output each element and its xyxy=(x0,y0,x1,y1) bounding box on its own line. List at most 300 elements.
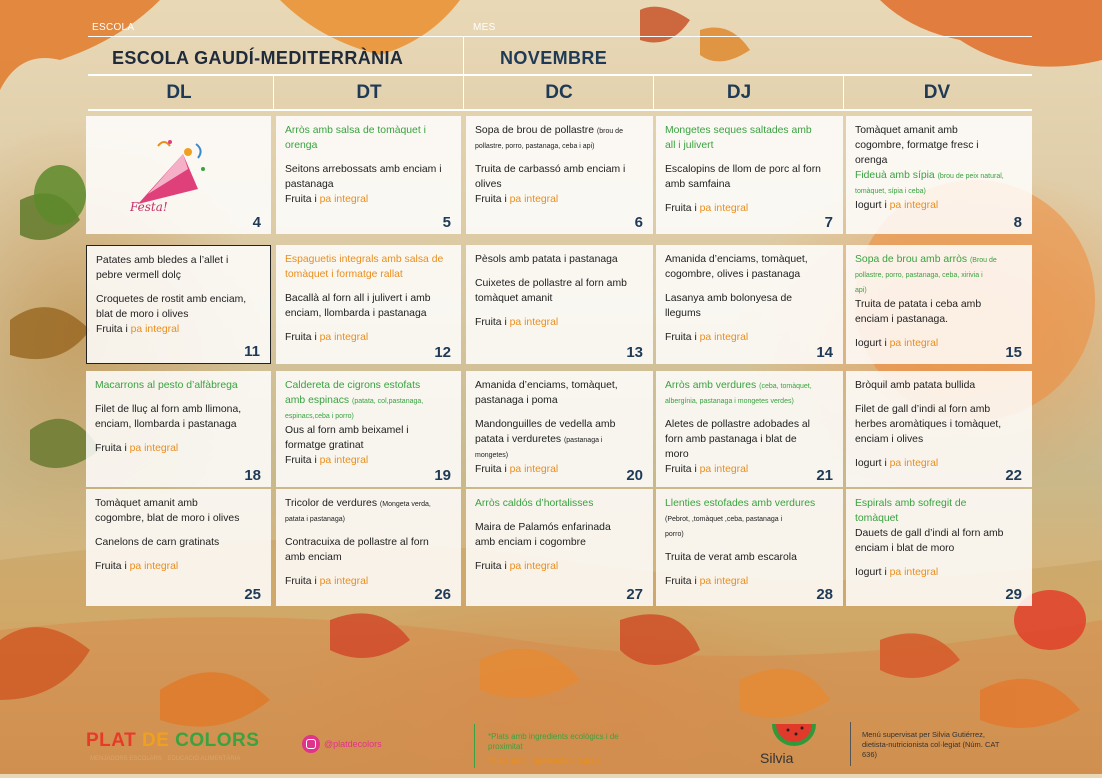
menu-line xyxy=(95,496,262,511)
menu-text: enciam, llombarda i pastanaga xyxy=(285,308,427,319)
menu-line xyxy=(855,153,1023,168)
spacer xyxy=(475,306,644,315)
school-name: ESCOLA GAUDÍ-MEDITERRÀNIA xyxy=(112,48,404,68)
menu-text: Fideuà amb sípia xyxy=(855,170,938,181)
header-line-mid xyxy=(88,74,1032,76)
menu-line xyxy=(96,292,261,307)
day-number: 7 xyxy=(824,214,833,231)
legend-integral: *Plats amb ingredients integrals xyxy=(488,756,601,765)
menu-text: Patates amb bledes a l’allet i xyxy=(96,255,229,266)
day-number: 28 xyxy=(816,586,833,603)
menu-line xyxy=(855,138,1023,153)
menu-text: pastanaga i poma xyxy=(475,395,558,406)
menu-line xyxy=(855,336,1023,351)
day-number: 18 xyxy=(244,467,261,484)
menu-line xyxy=(665,432,834,447)
spacer xyxy=(285,282,452,291)
menu-line xyxy=(475,138,644,153)
school-label: ESCOLA xyxy=(92,22,135,33)
menu-line xyxy=(95,559,262,574)
menu-line xyxy=(855,312,1023,327)
menu-line xyxy=(855,168,1023,183)
menu-line xyxy=(475,447,644,462)
spacer xyxy=(95,432,262,441)
spacer xyxy=(96,283,261,292)
day-number: 4 xyxy=(252,214,261,231)
menu-line xyxy=(855,282,1023,297)
menu-text: Fruita i xyxy=(665,203,700,214)
spacer xyxy=(95,393,262,402)
header-line-top xyxy=(88,36,1032,37)
menu-text: Truita de verat amb escarola xyxy=(665,552,797,563)
menu-line xyxy=(855,417,1023,432)
menu-day-cell xyxy=(846,489,1032,606)
menu-text: moro xyxy=(665,449,689,460)
spacer xyxy=(855,447,1023,456)
menu-text: Tomàquet amanit amb xyxy=(855,125,958,136)
integral-bread-label: pa integral xyxy=(699,464,749,475)
menu-line xyxy=(855,496,1023,511)
menu-line xyxy=(285,453,452,468)
menu-day-cell xyxy=(846,371,1032,487)
integral-bread-label: pa integral xyxy=(509,464,559,475)
menu-line xyxy=(665,306,834,321)
menu-day-cell xyxy=(86,489,271,606)
menu-text: Arròs amb salsa de tomàquet i xyxy=(285,125,426,136)
brand-subtitle: MENJADORS ESCOLARS · EDUCACIÓ ALIMENTÀRIA xyxy=(90,756,241,762)
menu-text: Tomàquet amanit amb xyxy=(95,498,198,509)
menu-line xyxy=(95,402,262,417)
menu-line xyxy=(665,252,834,267)
menu-line xyxy=(665,138,834,153)
menu-text: Iogurt i xyxy=(855,200,890,211)
day-header-thu: DJ xyxy=(726,82,752,103)
menu-day-cell xyxy=(656,116,843,234)
menu-text: Arròs amb verdures xyxy=(665,380,760,391)
menu-day-cell xyxy=(466,245,653,364)
menu-text: porro) xyxy=(665,531,684,538)
spacer xyxy=(285,526,452,535)
menu-text: (Pebrot, ,tomàquet ,ceba, pastanaga i xyxy=(665,516,783,523)
menu-text: (brou de xyxy=(596,128,623,135)
spacer xyxy=(665,408,834,417)
menu-text: Contracuixa de pollastre al forn xyxy=(285,537,429,548)
integral-bread-label: pa integral xyxy=(509,317,559,328)
menu-line xyxy=(855,402,1023,417)
menu-text: (patata, col,pastanaga, xyxy=(352,398,424,405)
menu-day-cell xyxy=(656,245,843,364)
menu-day-cell xyxy=(276,116,461,234)
festa-label: Festa! xyxy=(130,200,168,214)
menu-text: Fruita i xyxy=(475,194,510,205)
menu-text: Fruita i xyxy=(285,194,320,205)
spacer xyxy=(855,393,1023,402)
menu-text: Filet de gall d’indi al forn amb xyxy=(855,404,991,415)
menu-text: Seitons arrebossats amb enciam i xyxy=(285,164,442,175)
menu-line xyxy=(855,526,1023,541)
menu-text: Fruita i xyxy=(665,576,700,587)
menu-line xyxy=(285,162,452,177)
menu-text: cogombre, formatge fresc i xyxy=(855,140,979,151)
menu-line xyxy=(285,330,452,345)
menu-line xyxy=(285,291,452,306)
watermelon-logo-icon xyxy=(770,722,818,753)
menu-text: (ceba, tomàquet, xyxy=(759,383,812,390)
menu-day-cell xyxy=(466,371,653,487)
day-number: 15 xyxy=(1005,344,1022,361)
instagram-icon xyxy=(302,735,320,753)
menu-line xyxy=(475,276,644,291)
menu-text: Fruita i xyxy=(95,443,130,454)
menu-line xyxy=(475,462,644,477)
menu-text: Fruita i xyxy=(475,464,510,475)
menu-line xyxy=(855,297,1023,312)
menu-text: Truita de patata i ceba amb xyxy=(855,299,982,310)
menu-day-cell xyxy=(86,116,271,234)
spacer xyxy=(855,556,1023,565)
menu-line xyxy=(95,511,262,526)
spacer xyxy=(285,153,452,162)
menu-line xyxy=(285,393,452,408)
menu-line xyxy=(285,177,452,192)
menu-day-cell xyxy=(466,489,653,606)
menu-text: Escalopins de llom de porc al forn xyxy=(665,164,821,175)
menu-line xyxy=(855,432,1023,447)
menu-text: Iogurt i xyxy=(855,567,890,578)
menu-text: Maira de Palamós enfarinada xyxy=(475,522,611,533)
menu-text: Iogurt i xyxy=(855,458,890,469)
menu-line xyxy=(665,496,834,511)
menu-text: Dauets de gall d’indi al forn amb xyxy=(855,528,1004,539)
menu-text: Llenties estofades amb verdures xyxy=(665,498,816,509)
menu-line xyxy=(855,378,1023,393)
menu-text: patata i pastanaga) xyxy=(285,516,345,523)
menu-line xyxy=(665,511,834,526)
menu-text: Ous al forn amb beixamel i xyxy=(285,425,409,436)
legend-ecologic: *Plats amb ingredients ecològics i de proximitat xyxy=(488,732,619,751)
menu-text: enciam, llombarda i pastanaga xyxy=(95,419,237,430)
menu-line xyxy=(855,183,1023,198)
menu-line xyxy=(855,123,1023,138)
menu-text: orenga xyxy=(285,140,318,151)
menu-text: Fruita i xyxy=(665,464,700,475)
menu-line xyxy=(95,378,262,393)
spacer xyxy=(665,565,834,574)
menu-line xyxy=(855,511,1023,526)
menu-text: Caldereta de cigrons estofats xyxy=(285,380,421,391)
spacer xyxy=(95,526,262,535)
menu-line xyxy=(475,192,644,207)
menu-text: mongetes) xyxy=(475,452,509,459)
spacer xyxy=(665,282,834,291)
spacer xyxy=(285,321,452,330)
menu-text: (pastanaga i xyxy=(563,437,603,444)
integral-bread-label: pa integral xyxy=(129,561,179,572)
legend-divider xyxy=(474,724,475,768)
spacer xyxy=(475,511,644,520)
menu-text: amb espinacs xyxy=(285,395,352,406)
menu-day-cell xyxy=(86,371,271,487)
spacer xyxy=(855,327,1023,336)
menu-line xyxy=(665,177,834,192)
day-header-wed: DC xyxy=(545,82,573,103)
integral-bread-label: pa integral xyxy=(699,332,749,343)
integral-bread-label: pa integral xyxy=(509,194,559,205)
menu-text: Sopa de brou amb arròs xyxy=(855,254,970,265)
spacer xyxy=(475,153,644,162)
menu-text: amb samfaina xyxy=(665,179,731,190)
menu-line xyxy=(665,462,834,477)
menu-text: patata i verduretes xyxy=(475,434,564,445)
menu-line xyxy=(475,496,644,511)
menu-text: Fruita i xyxy=(285,576,320,587)
menu-text: enciam i pastanaga. xyxy=(855,314,948,325)
menu-text: herbes aromàtiques i tomàquet, xyxy=(855,419,1002,430)
supervised-note: Menú supervisat per Silvia Gutiérrez, dietista-nutricionista col·legiat (Núm. CAT 636) xyxy=(862,730,1000,759)
menu-line xyxy=(855,565,1023,580)
menu-text: Fruita i xyxy=(95,561,130,572)
menu-line xyxy=(475,123,644,138)
menu-text: Fruita i xyxy=(475,561,510,572)
menu-text: Filet de lluç al forn amb llimona, xyxy=(95,404,242,415)
menu-text: all i julivert xyxy=(665,140,714,151)
menu-day-cell xyxy=(656,489,843,606)
day-number: 5 xyxy=(442,214,451,231)
menu-line xyxy=(475,417,644,432)
menu-text: albergínia, pastanaga i mongetes verdes) xyxy=(665,398,794,405)
menu-line xyxy=(475,378,644,393)
day-number: 6 xyxy=(634,214,643,231)
integral-bread-label: pa integral xyxy=(889,458,939,469)
menu-text: Fruita i xyxy=(96,324,131,335)
menu-line xyxy=(95,535,262,550)
menu-text: (brou de peix natural, xyxy=(937,173,1004,180)
menu-day-cell xyxy=(656,371,843,487)
menu-text: enciam i olives xyxy=(855,434,924,445)
instagram-link[interactable] xyxy=(302,735,382,753)
menu-text: cogombre, blat de moro i olives xyxy=(95,513,240,524)
menu-line xyxy=(475,291,644,306)
menu-text: tomàquet xyxy=(855,513,899,524)
menu-line xyxy=(285,267,452,282)
menu-line xyxy=(95,417,262,432)
menu-text: olives xyxy=(475,179,502,190)
menu-line xyxy=(475,535,644,550)
menu-text: Croquetes de rostit amb enciam, xyxy=(96,294,247,305)
day-number: 12 xyxy=(434,344,451,361)
menu-line xyxy=(285,535,452,550)
integral-bread-label: pa integral xyxy=(319,332,369,343)
menu-text: Aletes de pollastre adobades al xyxy=(665,419,810,430)
menu-text: formatge gratinat xyxy=(285,440,364,451)
integral-bread-label: pa integral xyxy=(319,194,369,205)
menu-text: enciam i blat de moro xyxy=(855,543,955,554)
integral-bread-label: pa integral xyxy=(319,455,369,466)
nutritionist-name: Silvia xyxy=(760,750,794,766)
day-number: 14 xyxy=(816,344,833,361)
header-divider xyxy=(463,36,464,76)
menu-line xyxy=(855,198,1023,213)
menu-line xyxy=(285,123,452,138)
day-number: 19 xyxy=(434,467,451,484)
day-number: 27 xyxy=(626,586,643,603)
menu-text: amb enciam i cogombre xyxy=(475,537,586,548)
menu-line xyxy=(96,253,261,268)
menu-text: pebre vermell dolç xyxy=(96,270,181,281)
menu-line xyxy=(665,393,834,408)
menu-text: tomàquet, sípia i ceba) xyxy=(855,188,926,195)
day-header-fri: DV xyxy=(923,82,951,103)
menu-line xyxy=(665,550,834,565)
menu-text: llegums xyxy=(665,308,701,319)
spacer xyxy=(475,408,644,417)
menu-line xyxy=(285,252,452,267)
integral-bread-label: pa integral xyxy=(889,200,939,211)
menu-text: blat de moro i olives xyxy=(96,309,189,320)
menu-line xyxy=(665,267,834,282)
integral-bread-label: pa integral xyxy=(889,338,939,349)
menu-line xyxy=(96,307,261,322)
integral-bread-label: pa integral xyxy=(319,576,369,587)
spacer xyxy=(475,267,644,276)
day-number: 29 xyxy=(1005,586,1022,603)
menu-text: pollastre, porro, pastanaga, ceba i api) xyxy=(475,143,595,150)
menu-text: (Mongeta verda, xyxy=(379,501,431,508)
menu-line xyxy=(285,496,452,511)
menu-line xyxy=(665,417,834,432)
instagram-handle: @platdecolors xyxy=(324,739,382,749)
menu-text: Amanida d’enciams, tomàquet, xyxy=(475,380,618,391)
menu-line xyxy=(665,330,834,345)
day-number: 13 xyxy=(626,344,643,361)
menu-day-cell xyxy=(276,371,461,487)
menu-line xyxy=(665,291,834,306)
menu-text: espinacs,ceba i porro) xyxy=(285,413,354,420)
integral-bread-label: pa integral xyxy=(699,576,749,587)
menu-line xyxy=(475,432,644,447)
menu-text: amb enciam xyxy=(285,552,342,563)
menu-line xyxy=(855,252,1023,267)
menu-line xyxy=(665,162,834,177)
menu-text: Fruita i xyxy=(285,332,320,343)
day-number: 22 xyxy=(1005,467,1022,484)
day-number: 8 xyxy=(1013,214,1022,231)
menu-line xyxy=(665,447,834,462)
menu-line xyxy=(665,201,834,216)
spacer xyxy=(475,550,644,559)
menu-text: Espirals amb sofregit de xyxy=(855,498,967,509)
menu-text: Iogurt i xyxy=(855,338,890,349)
menu-text: Amanida d’enciams, tomàquet, xyxy=(665,254,808,265)
menu-line xyxy=(285,574,452,589)
menu-text: Macarrons al pesto d’alfàbrega xyxy=(95,380,238,391)
menu-day-cell xyxy=(846,116,1032,234)
menu-line xyxy=(665,574,834,589)
menu-text: Fruita i xyxy=(475,317,510,328)
menu-day-cell xyxy=(276,489,461,606)
day-number: 26 xyxy=(434,586,451,603)
day-header-tue: DT xyxy=(356,82,382,103)
menu-text: Fruita i xyxy=(665,332,700,343)
spacer xyxy=(95,550,262,559)
menu-line xyxy=(285,438,452,453)
menu-text: pastanaga xyxy=(285,179,334,190)
integral-bread-label: Espaguetis integrals amb salsa de xyxy=(285,254,444,265)
day-number: 20 xyxy=(626,467,643,484)
header-line-bottom xyxy=(88,109,1032,111)
month-label: MES xyxy=(473,22,496,33)
menu-line xyxy=(855,267,1023,282)
day-header-mon: DL xyxy=(166,82,192,103)
menu-text: Tricolor de verdures xyxy=(285,498,380,509)
day-number: 25 xyxy=(244,586,261,603)
menu-line xyxy=(665,378,834,393)
menu-line xyxy=(475,162,644,177)
menu-day-cell xyxy=(846,245,1032,364)
footer-divider xyxy=(850,722,851,766)
menu-line xyxy=(475,520,644,535)
spacer xyxy=(665,321,834,330)
menu-text: Mandonguilles de vedella amb xyxy=(475,419,616,430)
menu-line xyxy=(285,511,452,526)
menu-line xyxy=(665,123,834,138)
integral-bread-label: pa integral xyxy=(130,324,180,335)
menu-line xyxy=(285,550,452,565)
spacer xyxy=(665,153,834,162)
menu-text: Arròs caldós d’hortalisses xyxy=(475,498,594,509)
menu-text: Sopa de brou de pollastre xyxy=(475,125,597,136)
menu-line xyxy=(285,378,452,393)
menu-text: orenga xyxy=(855,155,888,166)
menu-line xyxy=(475,177,644,192)
brand-logo: PLAT DE COLORS xyxy=(86,730,260,751)
menu-text: (Brou de xyxy=(969,257,997,264)
menu-line xyxy=(475,559,644,574)
menu-line xyxy=(475,252,644,267)
menu-line xyxy=(285,138,452,153)
integral-bread-label: pa integral xyxy=(699,203,749,214)
spacer xyxy=(665,192,834,201)
menu-text: Pèsols amb patata i pastanaga xyxy=(475,254,618,265)
menu-line xyxy=(475,393,644,408)
menu-line xyxy=(96,268,261,283)
menu-line xyxy=(285,306,452,321)
integral-bread-label: pa integral xyxy=(889,567,939,578)
menu-line xyxy=(475,315,644,330)
menu-day-cell xyxy=(86,245,271,364)
menu-day-cell xyxy=(276,245,461,364)
day-number: 21 xyxy=(816,467,833,484)
menu-line xyxy=(285,408,452,423)
menu-line xyxy=(855,456,1023,471)
menu-text: Mongetes seques saltades amb xyxy=(665,125,812,136)
menu-text: Bròquil amb patata bullida xyxy=(855,380,976,391)
menu-text: cogombre, olives i pastanaga xyxy=(665,269,801,280)
menu-text: Fruita i xyxy=(285,455,320,466)
spacer xyxy=(665,541,834,550)
integral-bread-label: pa integral xyxy=(129,443,179,454)
menu-text: pollastre, porro, pastanaga, ceba, xirivia i xyxy=(855,272,983,279)
menu-text: Lasanya amb bolonyesa de xyxy=(665,293,793,304)
integral-bread-label: tomàquet i formatge rallat xyxy=(285,269,403,280)
menu-text: Cuixetes de pollastre al forn amb xyxy=(475,278,627,289)
menu-text: forn amb pastanaga i blat de xyxy=(665,434,797,445)
menu-text: api) xyxy=(855,287,867,294)
month-name: NOVEMBRE xyxy=(500,48,608,68)
menu-day-cell xyxy=(466,116,653,234)
integral-bread-label: pa integral xyxy=(509,561,559,572)
menu-text: Canelons de carn gratinats xyxy=(95,537,220,548)
